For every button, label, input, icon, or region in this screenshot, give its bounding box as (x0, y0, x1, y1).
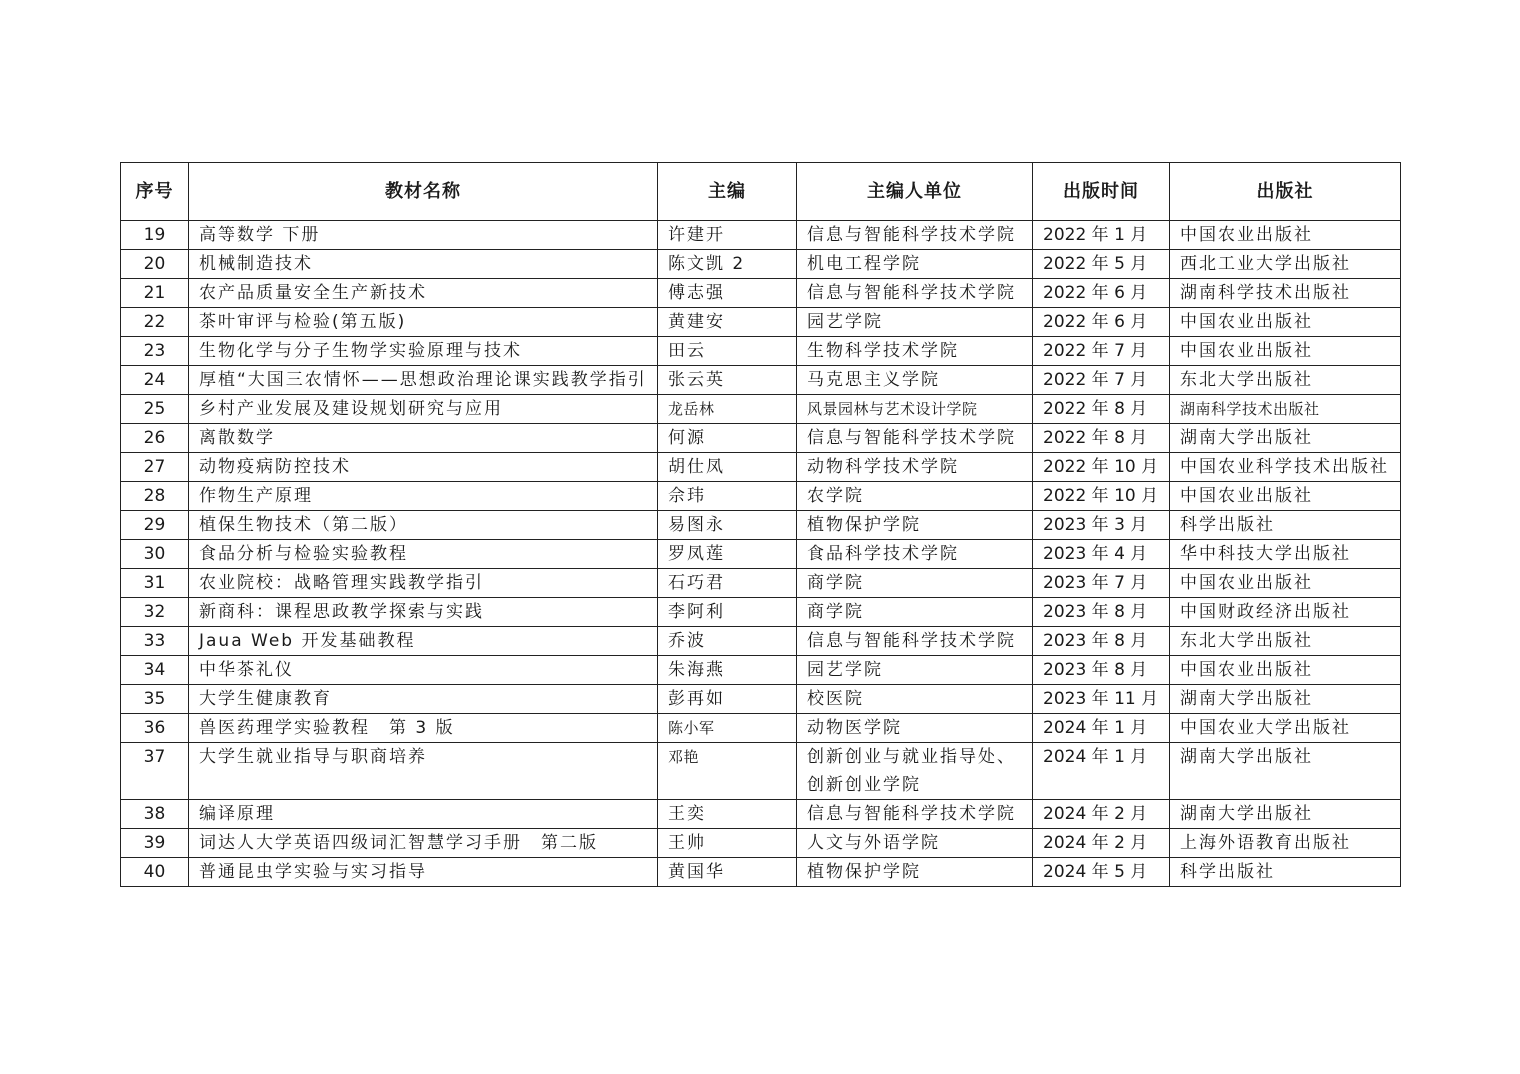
table-row (121, 250, 1401, 279)
cell-editor: 乔波 (658, 627, 797, 656)
cell-date: 2023 年 8 月 (1033, 656, 1170, 685)
cell-editor: 易图永 (658, 511, 797, 540)
cell-title: 中华茶礼仪 (189, 656, 658, 685)
cell-no: 40 (121, 858, 189, 887)
table-row (121, 540, 1401, 569)
cell-date: 2023 年 8 月 (1033, 598, 1170, 627)
cell-date: 2022 年 7 月 (1033, 337, 1170, 366)
cell-publisher: 科学出版社 (1170, 511, 1401, 540)
cell-unit: 植物保护学院 (797, 858, 1033, 887)
cell-editor: 田云 (658, 337, 797, 366)
cell-publisher: 中国农业出版社 (1170, 569, 1401, 598)
table-row (121, 714, 1401, 743)
header-unit: 主编人单位 (797, 163, 1033, 221)
cell-unit: 植物保护学院 (797, 511, 1033, 540)
cell-unit: 信息与智能科学技术学院 (797, 279, 1033, 308)
cell-no: 19 (121, 221, 189, 250)
table-row (121, 627, 1401, 656)
cell-unit: 创新创业与就业指导处、创新创业学院 (797, 743, 1033, 800)
cell-no: 39 (121, 829, 189, 858)
cell-publisher: 华中科技大学出版社 (1170, 540, 1401, 569)
cell-title: 动物疫病防控技术 (189, 453, 658, 482)
table-row (121, 308, 1401, 337)
cell-editor: 黄国华 (658, 858, 797, 887)
cell-unit: 食品科学技术学院 (797, 540, 1033, 569)
cell-date: 2022 年 10 月 (1033, 482, 1170, 511)
cell-publisher: 上海外语教育出版社 (1170, 829, 1401, 858)
cell-date: 2022 年 6 月 (1033, 308, 1170, 337)
cell-title: 厚植“大国三农情怀——思想政治理论课实践教学指引 (189, 366, 658, 395)
cell-no: 27 (121, 453, 189, 482)
cell-title: 兽医药理学实验教程 第 3 版 (189, 714, 658, 743)
cell-publisher: 科学出版社 (1170, 858, 1401, 887)
cell-editor: 朱海燕 (658, 656, 797, 685)
cell-unit: 商学院 (797, 569, 1033, 598)
cell-editor: 许建开 (658, 221, 797, 250)
table-row (121, 569, 1401, 598)
cell-no: 34 (121, 656, 189, 685)
cell-editor: 李阿利 (658, 598, 797, 627)
cell-editor: 傅志强 (658, 279, 797, 308)
cell-no: 37 (121, 743, 189, 800)
header-editor: 主编 (658, 163, 797, 221)
cell-title: 茶叶审评与检验(第五版) (189, 308, 658, 337)
cell-no: 23 (121, 337, 189, 366)
cell-editor: 何源 (658, 424, 797, 453)
table-row (121, 800, 1401, 829)
table-row (121, 424, 1401, 453)
table-row (121, 511, 1401, 540)
cell-publisher: 中国农业科学技术出版社 (1170, 453, 1401, 482)
cell-title: 机械制造技术 (189, 250, 658, 279)
cell-publisher: 西北工业大学出版社 (1170, 250, 1401, 279)
header-title: 教材名称 (189, 163, 658, 221)
cell-publisher: 湖南大学出版社 (1170, 685, 1401, 714)
cell-no: 20 (121, 250, 189, 279)
cell-publisher: 湖南科学技术出版社 (1170, 279, 1401, 308)
cell-publisher: 湖南大学出版社 (1170, 743, 1401, 800)
cell-publisher: 湖南大学出版社 (1170, 424, 1401, 453)
cell-no: 35 (121, 685, 189, 714)
cell-unit: 机电工程学院 (797, 250, 1033, 279)
cell-unit: 生物科学技术学院 (797, 337, 1033, 366)
cell-no: 24 (121, 366, 189, 395)
cell-unit: 园艺学院 (797, 308, 1033, 337)
cell-date: 2023 年 7 月 (1033, 569, 1170, 598)
cell-title: 食品分析与检验实验教程 (189, 540, 658, 569)
cell-date: 2023 年 11 月 (1033, 685, 1170, 714)
cell-date: 2022 年 5 月 (1033, 250, 1170, 279)
cell-publisher: 湖南大学出版社 (1170, 800, 1401, 829)
cell-editor: 罗凤莲 (658, 540, 797, 569)
cell-title: 农业院校：战略管理实践教学指引 (189, 569, 658, 598)
cell-no: 33 (121, 627, 189, 656)
cell-editor: 佘玮 (658, 482, 797, 511)
cell-unit: 动物医学院 (797, 714, 1033, 743)
cell-title: 农产品质量安全生产新技术 (189, 279, 658, 308)
cell-date: 2022 年 8 月 (1033, 395, 1170, 424)
cell-unit: 校医院 (797, 685, 1033, 714)
cell-date: 2024 年 1 月 (1033, 743, 1170, 800)
cell-title: 植保生物技术（第二版） (189, 511, 658, 540)
table-row (121, 829, 1401, 858)
cell-no: 36 (121, 714, 189, 743)
cell-publisher: 东北大学出版社 (1170, 627, 1401, 656)
cell-date: 2022 年 10 月 (1033, 453, 1170, 482)
table-row (121, 743, 1401, 800)
cell-no: 26 (121, 424, 189, 453)
cell-date: 2023 年 8 月 (1033, 627, 1170, 656)
cell-editor: 陈文凯 2 (658, 250, 797, 279)
table-row (121, 598, 1401, 627)
cell-publisher: 中国农业出版社 (1170, 221, 1401, 250)
table-row (121, 221, 1401, 250)
cell-unit: 马克思主义学院 (797, 366, 1033, 395)
cell-unit: 农学院 (797, 482, 1033, 511)
cell-no: 25 (121, 395, 189, 424)
cell-date: 2024 年 2 月 (1033, 829, 1170, 858)
cell-date: 2022 年 1 月 (1033, 221, 1170, 250)
cell-editor: 张云英 (658, 366, 797, 395)
cell-title: 词达人大学英语四级词汇智慧学习手册 第二版 (189, 829, 658, 858)
cell-unit: 信息与智能科学技术学院 (797, 221, 1033, 250)
cell-publisher: 中国农业出版社 (1170, 656, 1401, 685)
header-row (121, 163, 1401, 221)
cell-no: 31 (121, 569, 189, 598)
header-date: 出版时间 (1033, 163, 1170, 221)
cell-title: 离散数学 (189, 424, 658, 453)
cell-publisher: 中国财政经济出版社 (1170, 598, 1401, 627)
cell-no: 38 (121, 800, 189, 829)
cell-title: 编译原理 (189, 800, 658, 829)
cell-title: 高等数学 下册 (189, 221, 658, 250)
cell-publisher: 中国农业出版社 (1170, 308, 1401, 337)
cell-publisher: 中国农业出版社 (1170, 337, 1401, 366)
table-row (121, 482, 1401, 511)
cell-publisher: 东北大学出版社 (1170, 366, 1401, 395)
cell-unit: 商学院 (797, 598, 1033, 627)
cell-unit: 人文与外语学院 (797, 829, 1033, 858)
cell-editor: 邓艳 (658, 743, 797, 800)
cell-title: 生物化学与分子生物学实验原理与技术 (189, 337, 658, 366)
cell-editor: 王帅 (658, 829, 797, 858)
table-row (121, 279, 1401, 308)
cell-no: 29 (121, 511, 189, 540)
table-row (121, 858, 1401, 887)
header-publisher: 出版社 (1170, 163, 1401, 221)
table-row (121, 656, 1401, 685)
cell-date: 2022 年 7 月 (1033, 366, 1170, 395)
cell-no: 30 (121, 540, 189, 569)
cell-publisher: 中国农业大学出版社 (1170, 714, 1401, 743)
cell-date: 2022 年 6 月 (1033, 279, 1170, 308)
cell-unit: 风景园林与艺术设计学院 (797, 395, 1033, 424)
cell-editor: 王奕 (658, 800, 797, 829)
cell-unit: 信息与智能科学技术学院 (797, 627, 1033, 656)
cell-date: 2023 年 4 月 (1033, 540, 1170, 569)
cell-editor: 黄建安 (658, 308, 797, 337)
table-header (121, 163, 1401, 221)
cell-editor: 胡仕凤 (658, 453, 797, 482)
cell-title: 作物生产原理 (189, 482, 658, 511)
cell-date: 2023 年 3 月 (1033, 511, 1170, 540)
cell-editor: 彭再如 (658, 685, 797, 714)
cell-title: 新商科：课程思政教学探索与实践 (189, 598, 658, 627)
table-row (121, 453, 1401, 482)
cell-editor: 陈小军 (658, 714, 797, 743)
table-row (121, 395, 1401, 424)
table-row (121, 366, 1401, 395)
table-row (121, 337, 1401, 366)
cell-no: 21 (121, 279, 189, 308)
cell-unit: 信息与智能科学技术学院 (797, 800, 1033, 829)
table-row (121, 685, 1401, 714)
cell-date: 2024 年 1 月 (1033, 714, 1170, 743)
textbook-table (120, 162, 1401, 887)
cell-no: 22 (121, 308, 189, 337)
cell-title: 普通昆虫学实验与实习指导 (189, 858, 658, 887)
cell-date: 2024 年 5 月 (1033, 858, 1170, 887)
cell-editor: 龙岳林 (658, 395, 797, 424)
cell-publisher: 湖南科学技术出版社 (1170, 395, 1401, 424)
cell-date: 2022 年 8 月 (1033, 424, 1170, 453)
cell-no: 32 (121, 598, 189, 627)
cell-date: 2024 年 2 月 (1033, 800, 1170, 829)
cell-title: 大学生就业指导与职商培养 (189, 743, 658, 800)
cell-unit: 信息与智能科学技术学院 (797, 424, 1033, 453)
cell-editor: 石巧君 (658, 569, 797, 598)
cell-title: Jaua Web 开发基础教程 (189, 627, 658, 656)
cell-title: 大学生健康教育 (189, 685, 658, 714)
cell-title: 乡村产业发展及建设规划研究与应用 (189, 395, 658, 424)
cell-unit: 园艺学院 (797, 656, 1033, 685)
table-body (121, 221, 1401, 887)
cell-publisher: 中国农业出版社 (1170, 482, 1401, 511)
header-no: 序号 (121, 163, 189, 221)
cell-no: 28 (121, 482, 189, 511)
cell-unit: 动物科学技术学院 (797, 453, 1033, 482)
